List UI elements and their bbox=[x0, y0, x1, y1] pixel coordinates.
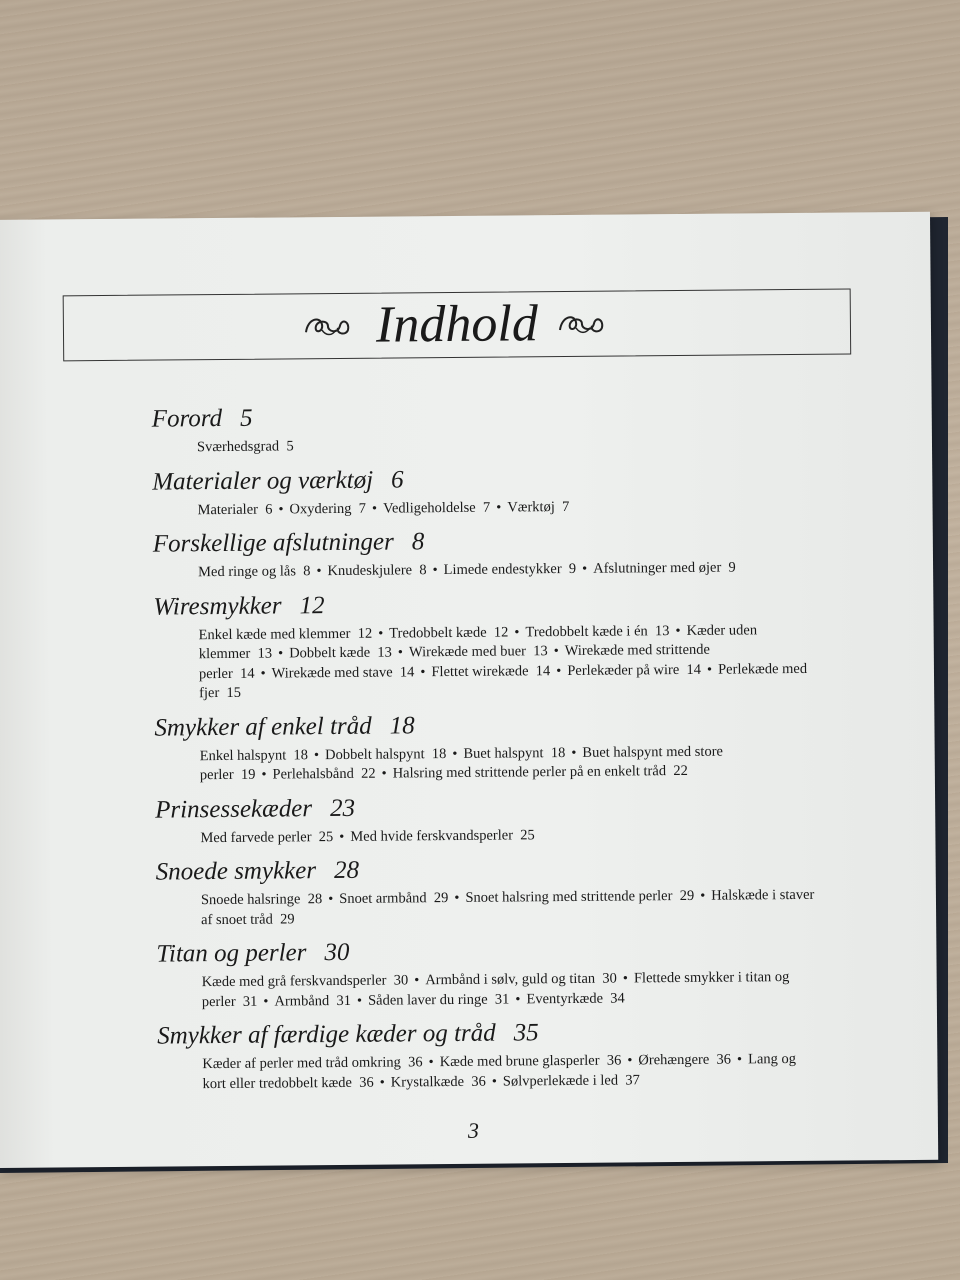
toc-item-page: 12 bbox=[493, 623, 509, 641]
toc-heading-page: 8 bbox=[411, 528, 425, 556]
bullet-icon: • bbox=[397, 644, 404, 661]
toc-item-label: Tredobbelt kæde i én bbox=[525, 622, 648, 640]
toc-heading bbox=[155, 789, 815, 825]
toc-section bbox=[155, 789, 815, 848]
toc-heading bbox=[156, 934, 816, 970]
toc-section bbox=[153, 524, 813, 583]
toc-item-page: 30 bbox=[393, 972, 409, 989]
toc-item-label: Limede endestykker bbox=[443, 561, 562, 579]
toc-item-page: 30 bbox=[602, 970, 617, 987]
toc-section bbox=[153, 586, 814, 704]
toc-subitems bbox=[197, 433, 812, 458]
toc-item-label: Perlekæde med fjer bbox=[199, 660, 808, 702]
toc-section bbox=[156, 934, 817, 1013]
toc-heading bbox=[156, 852, 816, 888]
toc-heading bbox=[153, 586, 813, 622]
bullet-icon: • bbox=[278, 645, 284, 662]
toc-heading-title: Forord bbox=[151, 404, 223, 433]
toc-heading bbox=[157, 1016, 817, 1052]
toc-item-label: Værktøj bbox=[507, 498, 555, 515]
toc-heading-page: 6 bbox=[390, 465, 404, 494]
toc-heading-page: 28 bbox=[333, 856, 360, 885]
toc-item-page: 8 bbox=[419, 562, 427, 579]
toc-item-label: Med hvide ferskvandsperler bbox=[350, 826, 514, 845]
toc-item-page: 7 bbox=[482, 499, 491, 516]
toc-item-label: Lang og kort eller tredobbelt kæde bbox=[202, 1050, 797, 1092]
bullet-icon: • bbox=[432, 562, 438, 579]
toc-subitems bbox=[201, 886, 816, 930]
toc-item-label: Kæder af perler med tråd omkring bbox=[202, 1054, 401, 1073]
toc-item-page: 8 bbox=[303, 563, 311, 580]
toc-item-label: Med ringe og lås bbox=[198, 563, 297, 581]
toc-item-page: 25 bbox=[520, 826, 535, 843]
toc-item-page: 12 bbox=[357, 625, 373, 642]
book-page bbox=[0, 212, 938, 1168]
toc-heading-title: Forskellige afslutninger bbox=[152, 528, 394, 558]
bullet-icon: • bbox=[491, 1073, 497, 1090]
bullet-icon: • bbox=[515, 990, 521, 1007]
toc-item-label: Snoede halsringe bbox=[200, 891, 301, 909]
toc-heading-page: 18 bbox=[389, 711, 415, 740]
toc-item-page: 19 bbox=[240, 766, 256, 783]
toc-item-label: Krystalkæde bbox=[390, 1073, 465, 1091]
toc-item-label: Eventyrkæde bbox=[526, 990, 604, 1007]
title-frame bbox=[63, 288, 852, 361]
toc-item-label: Halsring med strittende perler på en enkelt tråd bbox=[392, 763, 667, 782]
bullet-icon: • bbox=[571, 744, 577, 761]
toc-item-label: Perlekæder på wire bbox=[567, 661, 680, 679]
toc-subitems bbox=[202, 1050, 817, 1094]
toc-item-page: 13 bbox=[377, 644, 392, 661]
toc-item-label: Buet halspynt bbox=[463, 744, 544, 762]
toc-item-label: Tredobbelt kæde bbox=[389, 624, 487, 642]
toc-item-page: 36 bbox=[606, 1052, 622, 1069]
toc-heading-page: 12 bbox=[299, 591, 325, 619]
bullet-icon: • bbox=[378, 625, 384, 642]
bullet-icon: • bbox=[371, 500, 378, 517]
toc-item-page: 36 bbox=[359, 1074, 374, 1091]
toc-item-page: 37 bbox=[625, 1071, 640, 1088]
toc-heading bbox=[154, 707, 814, 743]
toc-item-page: 5 bbox=[286, 438, 294, 455]
bullet-icon: • bbox=[381, 765, 387, 782]
toc-section bbox=[152, 461, 812, 520]
toc-item-label: Wirekæde med buer bbox=[408, 643, 526, 661]
toc-item-label: Dobbelt halspynt bbox=[325, 745, 425, 763]
toc-item-page: 14 bbox=[239, 665, 255, 682]
toc-section bbox=[152, 399, 812, 458]
toc-subitems bbox=[200, 823, 815, 848]
bullet-icon: • bbox=[379, 1074, 385, 1091]
toc-item-label: Dobbelt kæde bbox=[289, 644, 371, 662]
bullet-icon: • bbox=[454, 889, 460, 906]
toc-item-label: Enkel kæde med klemmer bbox=[198, 625, 351, 643]
bullet-icon: • bbox=[452, 745, 458, 762]
bullet-icon: • bbox=[428, 1054, 434, 1071]
bullet-icon: • bbox=[414, 972, 420, 989]
toc-heading-page: 30 bbox=[324, 938, 350, 967]
page-number: 3 bbox=[467, 1117, 480, 1143]
toc-item-page: 9 bbox=[568, 560, 577, 577]
toc-item-label: Sølvperlekæde i led bbox=[502, 1072, 619, 1090]
bullet-icon: • bbox=[582, 560, 588, 577]
bullet-icon: • bbox=[316, 563, 322, 580]
toc-item-page: 15 bbox=[226, 684, 242, 701]
toc-subitems bbox=[199, 620, 815, 703]
toc-heading bbox=[153, 524, 813, 560]
toc-item-page: 14 bbox=[535, 662, 551, 679]
toc-heading-title: Snoede smykker bbox=[155, 857, 317, 886]
bullet-icon: • bbox=[556, 662, 562, 679]
toc-heading-page: 35 bbox=[513, 1019, 539, 1047]
toc-subitems bbox=[202, 968, 817, 1012]
toc-item-page: 36 bbox=[471, 1073, 486, 1090]
toc-item-page: 9 bbox=[728, 559, 736, 576]
bullet-icon: • bbox=[278, 500, 284, 517]
toc-section bbox=[154, 707, 815, 786]
toc-item-label: Wirekæde med strittende perler bbox=[198, 641, 711, 682]
toc-subitems bbox=[198, 558, 813, 583]
toc-item-page: 7 bbox=[561, 498, 570, 515]
toc-item-label: Kæde med grå ferskvandsperler bbox=[201, 972, 387, 991]
toc-item-label: Armbånd i sølv, guld og titan bbox=[425, 970, 596, 989]
table-of-contents bbox=[152, 399, 818, 1104]
toc-item-label: Materialer bbox=[197, 501, 258, 518]
toc-item-label: Såden laver du ringe bbox=[367, 991, 488, 1009]
bullet-icon: • bbox=[706, 661, 713, 678]
toc-heading-page: 23 bbox=[329, 794, 356, 822]
bullet-icon: • bbox=[553, 643, 559, 660]
toc-heading-title: Smykker af færdige kæder og tråd bbox=[157, 1019, 496, 1050]
toc-subitems bbox=[200, 741, 815, 785]
toc-item-page: 34 bbox=[610, 989, 625, 1007]
toc-heading-title: Wiresmykker bbox=[153, 591, 282, 621]
page-title: Indhold bbox=[375, 295, 539, 354]
toc-item-page: 29 bbox=[679, 887, 695, 905]
toc-item-page: 14 bbox=[399, 663, 415, 680]
toc-heading-title: Smykker af enkel tråd bbox=[154, 712, 372, 742]
toc-item-label: Buet halspynt med store perler bbox=[199, 743, 723, 784]
toc-item-label: Armbånd bbox=[274, 992, 330, 1010]
toc-item-label: Snoet halsring med strittende perler bbox=[465, 888, 673, 906]
toc-item-label: Knudeskjulere bbox=[327, 562, 413, 580]
ornament-right-icon bbox=[556, 310, 606, 336]
bullet-icon: • bbox=[356, 992, 363, 1009]
toc-item-label: Kæde med brune glasperler bbox=[439, 1052, 600, 1071]
toc-item-label: Flettet wirekæde bbox=[431, 662, 529, 680]
toc-item-label: Snoet armbånd bbox=[339, 890, 427, 907]
toc-heading bbox=[152, 399, 812, 435]
toc-item-label: Perlehalsbånd bbox=[272, 765, 354, 783]
toc-item-label: Afslutninger med øjer bbox=[593, 559, 722, 577]
toc-item-label: Vedligeholdelse bbox=[383, 499, 476, 517]
toc-item-page: 31 bbox=[242, 993, 258, 1010]
toc-item-page: 18 bbox=[550, 744, 566, 761]
toc-item-label: Kæder uden klemmer bbox=[198, 621, 758, 663]
bullet-icon: • bbox=[261, 766, 267, 783]
toc-section bbox=[156, 852, 817, 931]
toc-item-page: 13 bbox=[654, 622, 670, 639]
toc-item-page: 22 bbox=[673, 762, 688, 780]
bullet-icon: • bbox=[700, 887, 706, 904]
toc-item-page: 31 bbox=[336, 992, 352, 1009]
bullet-icon: • bbox=[313, 746, 320, 763]
toc-item-page: 36 bbox=[408, 1054, 423, 1071]
bullet-icon: • bbox=[514, 623, 520, 640]
bullet-icon: • bbox=[736, 1051, 743, 1068]
toc-subitems bbox=[197, 495, 812, 520]
toc-item-label: Wirekæde med stave bbox=[271, 664, 393, 682]
bullet-icon: • bbox=[675, 622, 681, 639]
toc-item-label: Ørehængere bbox=[638, 1051, 710, 1069]
toc-item-page: 29 bbox=[279, 910, 295, 927]
toc-item-page: 18 bbox=[431, 745, 447, 762]
bullet-icon: • bbox=[622, 970, 629, 987]
bullet-icon: • bbox=[420, 663, 426, 680]
toc-heading bbox=[152, 461, 812, 497]
toc-item-page: 22 bbox=[361, 765, 376, 782]
toc-item-label: Sværhedsgrad bbox=[196, 438, 280, 456]
toc-item-label: Halskæde i staver af snoet tråd bbox=[201, 886, 815, 928]
toc-item-page: 13 bbox=[533, 643, 548, 660]
bullet-icon: • bbox=[260, 665, 266, 682]
toc-item-label: Enkel halspynt bbox=[199, 746, 287, 764]
toc-item-page: 18 bbox=[293, 746, 309, 763]
toc-item-page: 6 bbox=[265, 501, 273, 518]
toc-item-page: 13 bbox=[257, 645, 273, 662]
bullet-icon: • bbox=[496, 499, 502, 516]
toc-heading-title: Titan og perler bbox=[156, 939, 307, 968]
bullet-icon: • bbox=[627, 1052, 633, 1069]
toc-item-page: 31 bbox=[494, 990, 510, 1008]
toc-heading-title: Materialer og værktøj bbox=[152, 466, 374, 496]
toc-item-page: 29 bbox=[433, 890, 449, 907]
toc-item-label: Flettede smykker i titan og perler bbox=[201, 969, 790, 1010]
bullet-icon: • bbox=[328, 891, 334, 908]
toc-item-page: 14 bbox=[686, 661, 702, 678]
bullet-icon: • bbox=[263, 993, 269, 1010]
toc-item-label: Oxydering bbox=[289, 500, 352, 517]
toc-item-page: 28 bbox=[307, 891, 323, 908]
toc-item-label: Med farvede perler bbox=[200, 828, 312, 846]
toc-item-page: 25 bbox=[318, 828, 334, 845]
toc-heading-page: 5 bbox=[239, 404, 253, 432]
toc-heading-title: Prinsessekæder bbox=[155, 794, 313, 824]
toc-item-page: 36 bbox=[716, 1051, 732, 1068]
toc-item-page: 7 bbox=[358, 500, 367, 517]
toc-section bbox=[157, 1016, 818, 1095]
bullet-icon: • bbox=[339, 828, 345, 845]
